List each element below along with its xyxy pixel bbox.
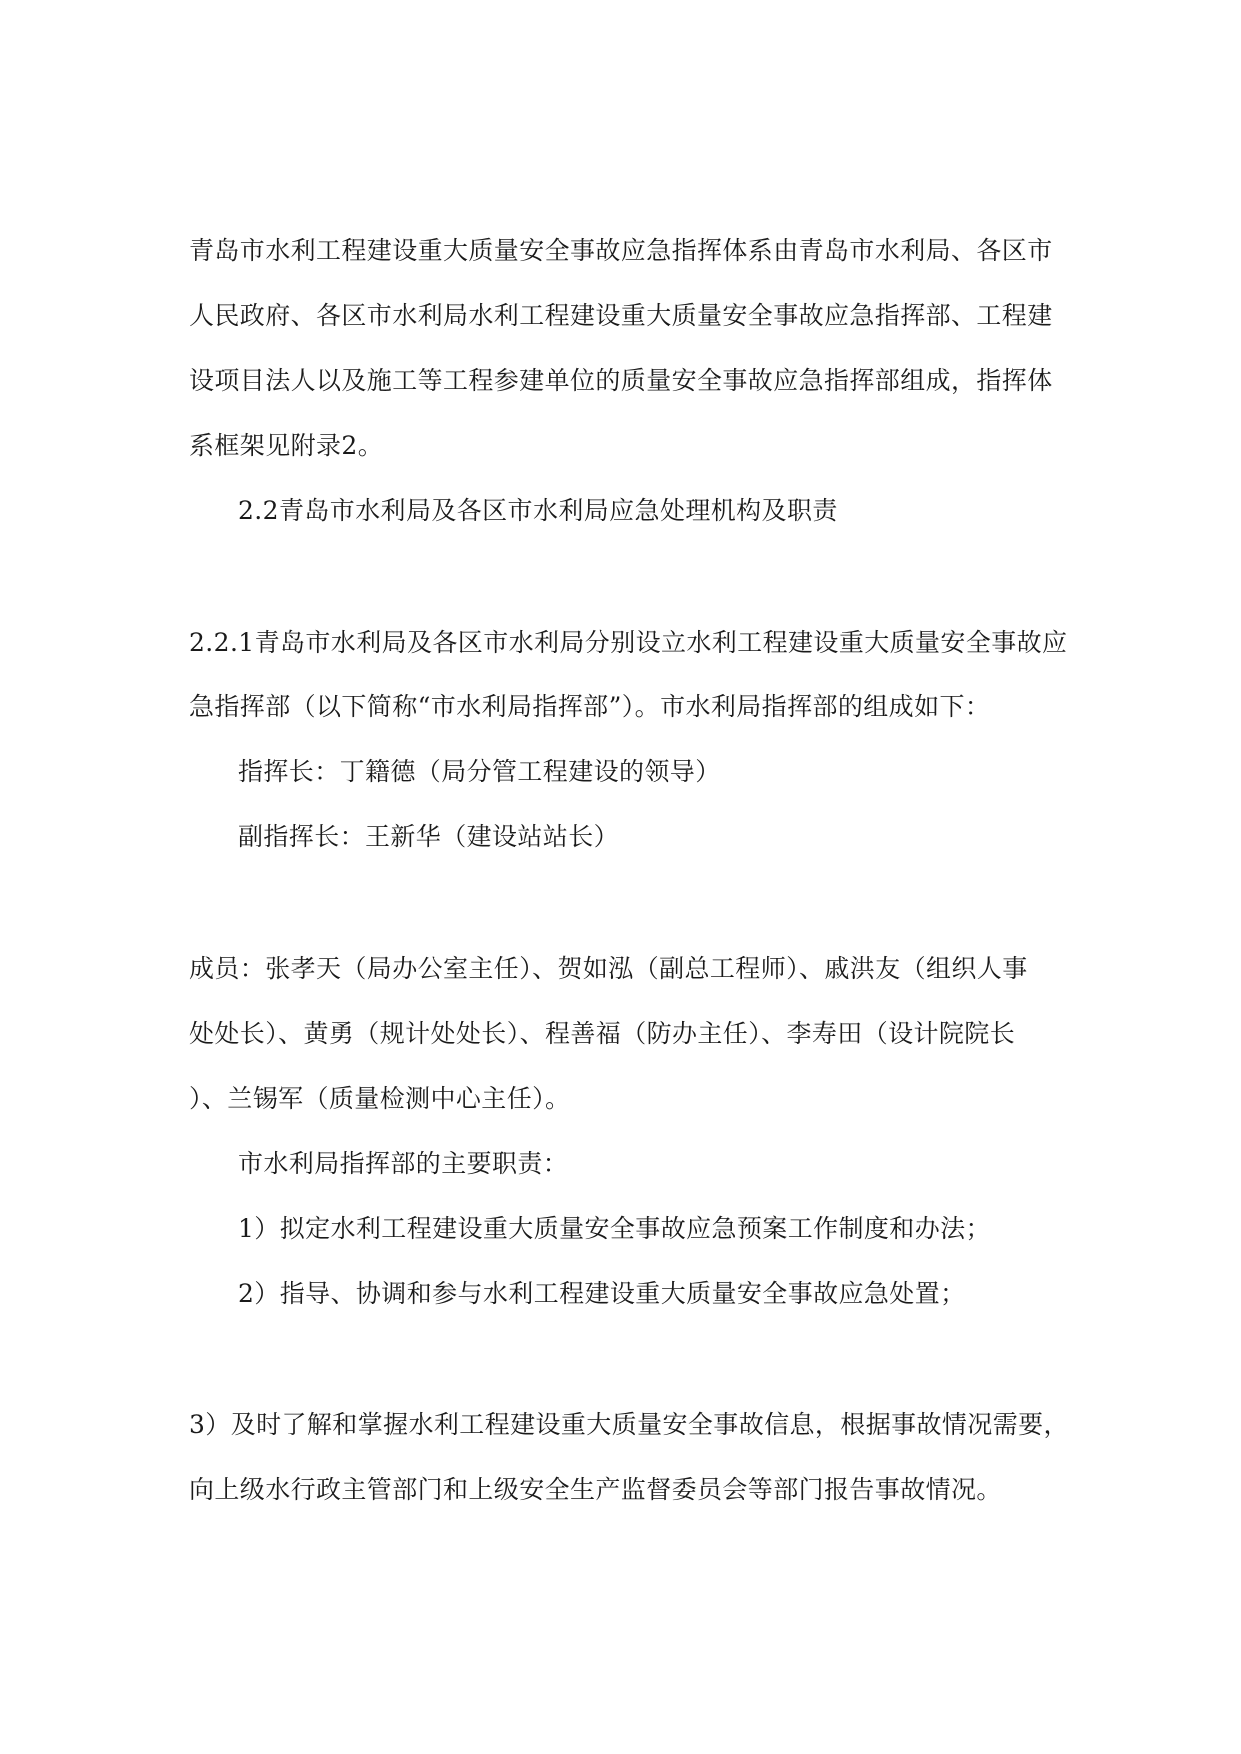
members-line: 处处长）、黄勇（规计处处长）、程善福（防办主任）、李寿田（设计院院长 [189, 1019, 1016, 1048]
commander-line: 指挥长：丁籍德（局分管工程建设的领导） [238, 757, 721, 786]
paragraph-line: 青岛市水利工程建设重大质量安全事故应急指挥体系由青岛市水利局、各区市 [189, 236, 1053, 265]
paragraph-line: 设项目法人以及施工等工程参建单位的质量安全事故应急指挥部组成，指挥体 [189, 366, 1053, 395]
members-line: 成员：张孝天（局办公室主任）、贺如泓（副总工程师）、戚洪友（组织人事 [189, 954, 1028, 983]
duty-item: 3）及时了解和掌握水利工程建设重大质量安全事故信息，根据事故情况需要， [189, 1410, 1069, 1439]
paragraph-line: 急指挥部（以下简称“市水利局指挥部”）。市水利局指挥部的组成如下： [189, 692, 991, 721]
paragraph-line: 2.2.1青岛市水利局及各区市水利局分别设立水利工程建设重大质量安全事故应 [189, 628, 1068, 657]
members-line: ）、兰锡军（质量检测中心主任）。 [189, 1084, 571, 1113]
duty-item: 2）指导、协调和参与水利工程建设重大质量安全事故应急处置； [238, 1279, 966, 1308]
deputy-commander-line: 副指挥长：王新华（建设站站长） [238, 822, 620, 851]
duty-item: 向上级水行政主管部门和上级安全生产监督委员会等部门报告事故情况。 [189, 1475, 1002, 1504]
paragraph-line: 人民政府、各区市水利局水利工程建设重大质量安全事故应急指挥部、工程建 [189, 301, 1053, 330]
duties-heading: 市水利局指挥部的主要职责： [238, 1149, 569, 1178]
section-heading: 2.2青岛市水利局及各区市水利局应急处理机构及职责 [238, 496, 838, 525]
duty-item: 1）拟定水利工程建设重大质量安全事故应急预案工作制度和办法； [238, 1214, 991, 1243]
paragraph-line: 系框架见附录2。 [189, 431, 384, 460]
